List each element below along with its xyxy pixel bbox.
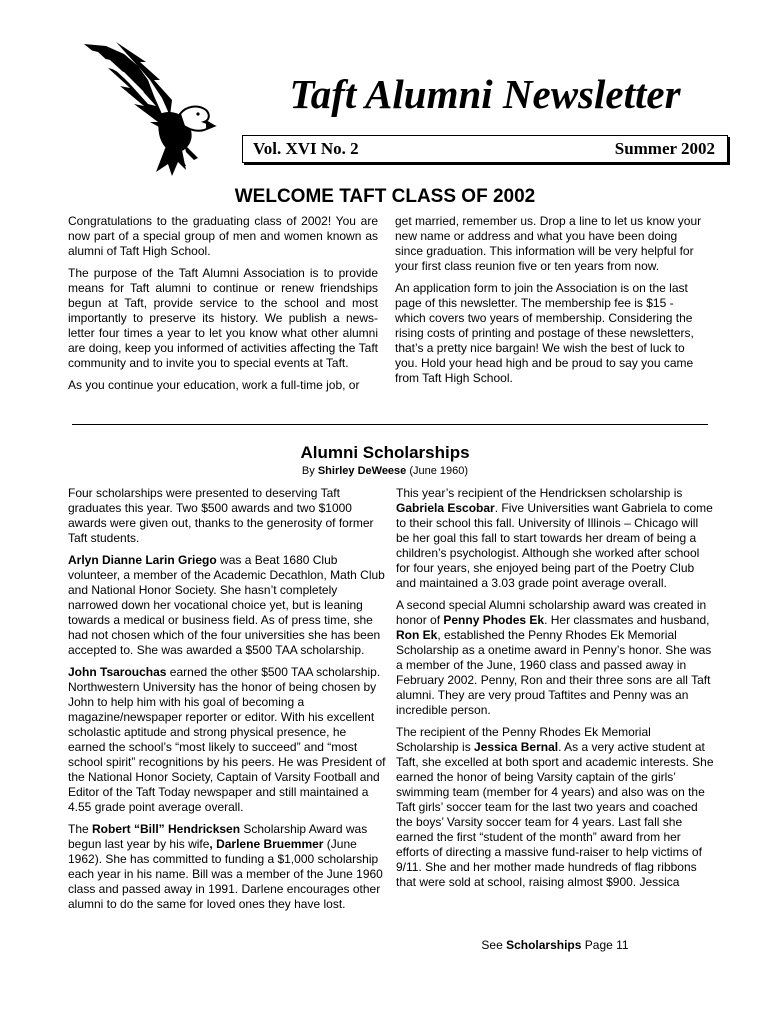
welcome-paragraph: As you continue your education, work a full-time job, or <box>68 378 360 392</box>
paragraph-text: . As a very active student at Taft, she excelled at both sport and academic interests. She earned the honor of being Varsity captain of the girls’ swimming team (member for 4 years) and also was on the Taft girls’ soccer team for the last two years and coached the boys’ Varsity soccer team for 4 years. Last fall she earned the first “student of the month” award from her efforts of directing a massive fund-raiser to help victims of 9/11. She and her mother made hundreds of flag ribbons that were sold at school, raising almost $900. Jessica <box>396 740 714 889</box>
welcome-paragraph: An application form to join the Association is on the last page of this newsletter. The membership fee is $15 - which covers two years of membership. Considering the rising costs of printing and postage of these newsletters, that’s a pretty nice bargain! We wish the best of luck to you. Hold your head high and be proud to say you came from Taft High School. <box>395 281 694 385</box>
paragraph-text: A second special Alumni scholarship award was created in honor of <box>396 598 707 627</box>
welcome-paragraph: get married, remember us. Drop a line to let us know your new name or address and what you have been doing since graduation. This information will be very helpful for your first class reunion five or ten years from now. <box>395 214 702 273</box>
issue-season: Summer 2002 <box>614 139 715 158</box>
ek-paragraph <box>396 598 714 718</box>
volume-number: Vol. XVI No. 2 <box>253 139 359 158</box>
griego-paragraph <box>68 553 386 658</box>
scholarship-intro: Four scholarships were presented to deserving Taft graduates this year. Two $500 awards and two $1000 awards were given out, thanks to the generosity of former Taft students. <box>68 486 374 545</box>
recipient-name: Gabriela Escobar <box>396 501 495 515</box>
scholarships-right-column <box>396 486 714 897</box>
scholarships-left-column <box>68 486 386 919</box>
escobar-paragraph <box>396 486 714 591</box>
continued-section: Scholarships <box>506 938 582 952</box>
continued-page: Page 11 <box>581 938 629 952</box>
eagle-icon <box>76 40 226 180</box>
paragraph-text: This year’s recipient of the Hendricksen scholarship is <box>396 486 683 500</box>
welcome-heading: WELCOME TAFT CLASS OF 2002 <box>234 186 536 207</box>
welcome-paragraph: Congratulations to the graduating class of 2002! You are now part of a special group of men and women known as alumni of Taft High School. <box>68 214 378 258</box>
paragraph-text: Scholarship Award was begun last year by his wife <box>68 822 368 851</box>
bernal-paragraph <box>396 725 714 890</box>
recipient-name: John Tsarouchas <box>68 665 167 679</box>
section-divider <box>72 424 708 425</box>
hendricksen-paragraph <box>68 822 386 912</box>
recipient-name: Jessica Bernal <box>474 740 559 754</box>
paragraph-text: . Her classmates and husband, <box>544 613 710 627</box>
paragraph-text: . Five Universities want Gabriela to come to their school this fall. University of Illinois – Chicago will be her goal this fall to start towards her dream of being a children’s psychologist. Although she worked after school for four years, she enjoyed being part of the Poetry Club and maintained a 3.03 grade point average overall. <box>396 501 713 590</box>
continued-note <box>396 938 714 952</box>
scholarships-heading: Alumni Scholarships <box>300 443 470 462</box>
paragraph-text: The <box>68 822 93 836</box>
welcome-left-column <box>68 214 378 400</box>
recipient-name: Arlyn Dianne Larin Griego <box>68 553 217 567</box>
donor-name: , Darlene Bruemmer <box>209 837 324 851</box>
byline <box>0 465 770 477</box>
welcome-paragraph: The purpose of the Taft Alumni Association is to provide means for Taft alumni to continue or renew friendships begun at Taft, provide service to the school and most importantly to preserve its history. We publish a news-letter four times a year to let you know what other alumni are doing, keep you informed of activities affecting the Taft community and to invite you to special events at Taft. <box>68 266 378 370</box>
paragraph-text: , established the Penny Rhodes Ek Memorial Scholarship as a onetime award in Penny’s honor. She was a member of the June, 1960 class and passed away in February 2002. Penny, Ron and their three sons are all Taft alumni. They are very proud Taftites and Penny was an incredible person. <box>396 628 712 717</box>
paragraph-text: The recipient of the Penny Rhodes Ek Memorial Scholarship is <box>396 725 651 754</box>
welcome-right-column <box>395 214 705 393</box>
byline-prefix: By <box>301 465 318 477</box>
tsarouchas-paragraph <box>68 665 386 815</box>
issue-info-box <box>242 135 728 163</box>
newsletter-title: Taft Alumni Newsletter <box>289 71 681 117</box>
byline-author: Shirley DeWeese <box>317 465 407 477</box>
honoree-name: Penny Phodes Ek <box>443 613 545 627</box>
paragraph-text: was a Beat 1680 Club volunteer, a member of the Academic Decathlon, Math Club and National Honor Society. She hasn’t completely narrowed down her vocational choice yet, but is leaning towards a medical or business field. As of press time, she had not chosen which of the four universities she has been accepted to. She was awarded a $500 TAA scholarship. <box>68 553 385 657</box>
paragraph-text: (June 1962). She has committed to funding a $1,000 scholarship each year in his name. Bill was a member of the June 1960 class and passed away in 1991. Darlene encourages other alumni to do the same for loved ones they have lost. <box>68 837 383 911</box>
continued-prefix: See <box>481 938 507 952</box>
byline-suffix: (June 1960) <box>406 465 469 477</box>
paragraph-text: earned the other $500 TAA scholarship. Northwestern University has the honor of being chosen by John to help him with his goal of becoming a magazine/newspaper reporter or editor. With his excellent scholastic aptitude and strong physical presence, he earned the school’s “most likely to succeed” and “most school spirit” recognitions by his peers. He was President of the National Honor Society, Captain of Varsity Football and Editor of the Taft Today newspaper and still maintained a 4.55 grade point average overall. <box>68 665 386 814</box>
award-name: Robert “Bill” Hendricksen <box>92 822 241 836</box>
donor-name: Ron Ek <box>396 628 438 642</box>
